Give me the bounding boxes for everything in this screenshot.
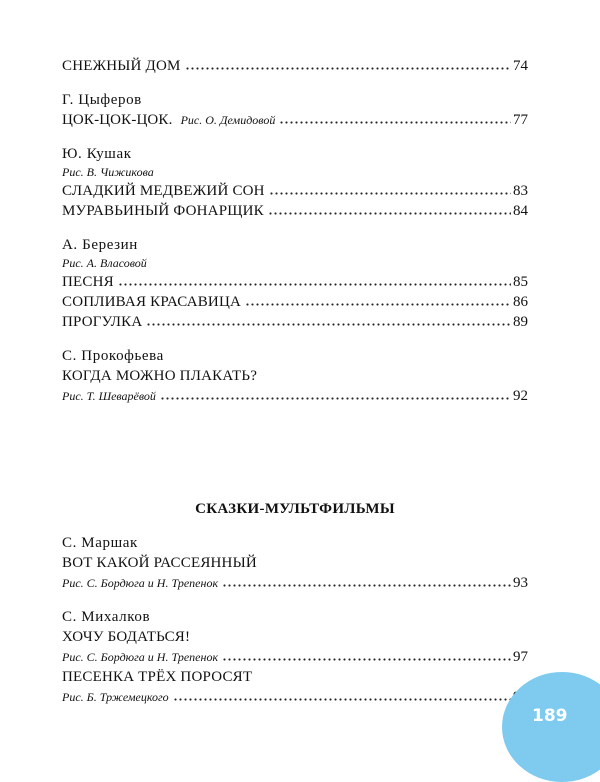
section-spacer xyxy=(62,421,528,501)
toc-block xyxy=(62,91,528,130)
toc-entry[interactable] xyxy=(62,687,528,707)
dot-leader xyxy=(268,212,511,215)
entry-title: МУРАВЬИНЫЙ ФОНАРЩИК xyxy=(62,203,264,219)
toc-block xyxy=(62,145,528,221)
dot-leader xyxy=(222,584,511,587)
author-name: Г. Цыферов xyxy=(62,92,142,108)
author-name: А. Березин xyxy=(62,237,138,253)
toc-entry[interactable] xyxy=(62,272,528,292)
illustrator-credit: Рис. О. Демидовой xyxy=(180,113,276,127)
page-ref: 92 xyxy=(513,388,528,404)
toc-block xyxy=(62,56,528,76)
toc-entry[interactable] xyxy=(62,647,528,667)
page-ref: 89 xyxy=(513,314,528,330)
author-name: С. Прокофьева xyxy=(62,348,164,364)
entry-title: СОПЛИВАЯ КРАСАВИЦА xyxy=(62,294,242,310)
entry-title: ВОТ КАКОЙ РАССЕЯННЫЙ xyxy=(62,555,257,571)
toc-entry[interactable] xyxy=(62,386,528,406)
toc-block xyxy=(62,608,528,707)
dot-leader xyxy=(269,192,511,195)
page-ref: 84 xyxy=(513,203,528,219)
toc-entry[interactable] xyxy=(62,573,528,593)
author-name: С. Маршак xyxy=(62,535,138,551)
toc-entry[interactable] xyxy=(62,312,528,332)
author-name: С. Михалков xyxy=(62,609,151,625)
dot-leader xyxy=(222,658,511,661)
toc-entry[interactable] xyxy=(62,181,528,201)
toc-block xyxy=(62,236,528,332)
entry-title: КОГДА МОЖНО ПЛАКАТЬ? xyxy=(62,368,258,384)
section-heading: СКАЗКИ-МУЛЬТФИЛЬМЫ xyxy=(195,501,395,517)
illustrator-credit: Рис. С. Бордюга и Н. Трепенок xyxy=(62,650,219,664)
page-ref: 85 xyxy=(513,274,528,290)
toc-block xyxy=(62,534,528,593)
dot-leader xyxy=(118,283,511,286)
page-ref: 83 xyxy=(513,183,528,199)
dot-leader xyxy=(146,323,511,326)
toc-entry[interactable] xyxy=(62,56,528,76)
author-name: Ю. Кушак xyxy=(62,146,132,162)
page-ref: 97 xyxy=(513,649,528,665)
dot-leader xyxy=(245,303,511,306)
toc-entry[interactable] xyxy=(62,292,528,312)
dot-leader xyxy=(160,397,511,400)
dot-leader xyxy=(279,121,511,124)
table-of-contents xyxy=(62,56,528,722)
toc-entry[interactable] xyxy=(62,201,528,221)
entry-title: СНЕЖНЫЙ ДОМ xyxy=(62,58,181,74)
entry-title: ПЕСЕНКА ТРЁХ ПОРОСЯТ xyxy=(62,669,253,685)
page-number: 189 xyxy=(532,706,568,726)
entry-title: ХОЧУ БОДАТЬСЯ! xyxy=(62,629,191,645)
dot-leader xyxy=(173,698,511,701)
illustrator-credit: Рис. Т. Шеварёвой xyxy=(62,389,156,403)
illustrator-credit: Рис. Б. Тржемецкого xyxy=(62,690,169,704)
page-ref: 93 xyxy=(513,575,528,591)
page-ref: 74 xyxy=(513,58,528,74)
entry-title: ПЕСНЯ xyxy=(62,274,114,290)
toc-block xyxy=(62,347,528,406)
entry-title: ПРОГУЛКА xyxy=(62,314,143,330)
illustrator-credit: Рис. С. Бордюга и Н. Трепенок xyxy=(62,576,219,590)
toc-entry[interactable] xyxy=(62,110,528,130)
entry-title: СЛАДКИЙ МЕДВЕЖИЙ СОН xyxy=(62,183,265,199)
dot-leader xyxy=(185,67,511,70)
illustrator-credit: Рис. А. Власовой xyxy=(62,256,147,270)
page-ref: 86 xyxy=(513,294,528,310)
page-ref: 77 xyxy=(513,112,528,128)
entry-title: ЦОК-ЦОК-ЦОК. xyxy=(62,112,173,128)
illustrator-credit: Рис. В. Чижикова xyxy=(62,165,154,179)
